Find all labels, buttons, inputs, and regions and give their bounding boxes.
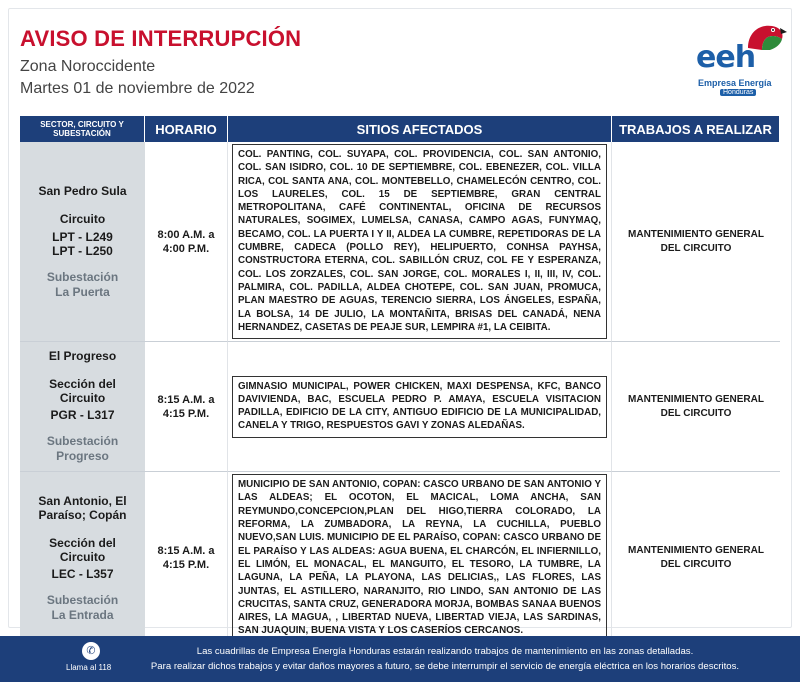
column-header-sites: SITIOS AFECTADOS xyxy=(228,116,612,142)
affected-sites-text: GIMNASIO MUNICIPAL, POWER CHICKEN, MAXI DESPENSA, KFC, BANCO DAVIVIENDA, BAC, ESCUELA PEDRO P. AMAYA, ESCUELA VISITACION PADILLA, EDIFICIO DE LA CITY, ANTIGUO EDIFICIO DE LA MUNICIPALIDAD, CANELA Y TRIGO, RESPUESTOS GAVI Y ZONAS ALEDAÑAS. xyxy=(232,376,607,438)
interruption-table xyxy=(20,116,780,646)
affected-sites-text: COL. PANTING, COL. SUYAPA, COL. PROVIDENCIA, COL. SAN ANTONIO, COL. SAN ISIDRO, COL. 10 DE SEPTIEMBRE, COL. EBENEZER, COL. VILLA RICA, COL SANTA ANA, COL. MONTEBELLO, CHAMELECÓN CENTRO, COL. LOS LAURELES, COL. 15 DE SEPTIEMBRE, GRAN CENTRAL METROPOLITANA, CAFÉ CONTINENTAL, OFICINA DE RECURSOS NATURALES, SOGIMEX, LUMELSA, CANASA, CAMPO AGAS, FUNYMAQ, BECAMO, COL. LA PUERTA I Y II, ALDEA LA CUMBRE, REPETIDORAS DE LA CUMBRE, CADECA (POLLO REY), HELIPUERTO, CONHSA PAYHSA, CONSTRUCTORA ETERNA, COL. SABILLÓN CRUZ, COL FE Y ESPERANZA, COL. LOS ZORZALES, COL. SAN JORGE, COL. MORALES I, II, III, IV, COL. PALMIRA, COL. PADILLA, ALDEA CHOTEPE, COL. SAN JUAN, PROMUCA, PLAN MAESTRO DE AGUAS, TERENCIO SIERRA, LOS ÁNGELES, ESPAÑA, LA BOLSA, 14 DE JULIO, LA MONTAÑITA, BRISAS DEL CANADÁ, NENA HERNANDEZ, CASETAS DE PEAJE SUR, LEMPIRA #1, LA CEIBITA. xyxy=(232,144,607,339)
logo-mark: eeh xyxy=(696,40,756,75)
affected-sites-cell xyxy=(228,142,612,342)
sector-cell xyxy=(20,472,145,646)
substation-label: Subestación xyxy=(46,592,119,607)
schedule-start: 8:15 A.M. a xyxy=(157,545,215,558)
schedule-end: 4:15 P.M. xyxy=(162,407,210,420)
affected-sites-text: MUNICIPIO DE SAN ANTONIO, COPAN: CASCO URBANO DE SAN ANTONIO Y LAS ALDEAS; EL OCOTON, EL MACICAL, LOMA ANCHA, SAN REYMUNDO,CONCEPCION,PLAN DEL HIGO,TIERRA COLORADO, LA REFORMA, LA ZUMBADORA, LA REYNA, LA CUCHILLA, PUEBLO NUEVO,SAN LUIS. MUNICIPIO DE EL PARAÍSO, COPAN: CASCO URBANO DE EL PARAÍSO Y LAS ALDEAS: AGUA BUENA, EL CHARCÓN, EL INFIERNILLO, EL LIMÓN, EL MONACAL, EL MANGUITO, EL TESORO, LA TUMBRE, LA LAGUNA, LA PEÑA, LA PLAYONA, LAS DELICIAS,, LAS FLORES, LAS JUNTAS, EL ASTILLERO, NARANJITO, RIO LINDO, SAN ANTONIO DE LAS CRUCITAS, SANTA CRUZ, GENERADORA MORJA, BOMBAS SANAA BUENOS AIRES, LA MAGUA, , LIBERTAD NUEVA, LIBERTAD VIEJA, LAS SARDINAS, SAN JUAQUIN, BUENA VISTA Y LOS CASERÍOS CERCANOS. xyxy=(232,474,607,643)
circuit-label: Sección del Circuito xyxy=(49,535,116,564)
eeh-logo xyxy=(690,18,790,98)
substation-label: Subestación xyxy=(46,269,119,284)
affected-sites-cell xyxy=(228,342,612,472)
substation-name: Progreso xyxy=(56,449,109,464)
column-header-works: TRABAJOS A REALIZAR xyxy=(612,116,780,142)
phone-label[interactable]: Llama al 118 xyxy=(66,663,112,672)
circuit-code: LEC - L357 xyxy=(51,566,114,581)
column-header-time: HORARIO xyxy=(145,116,228,142)
works-cell: MANTENIMIENTO GENERAL DEL CIRCUITO xyxy=(612,472,780,646)
table-row xyxy=(20,342,780,472)
phone-icon[interactable]: ✆ xyxy=(82,642,100,660)
sector-cell xyxy=(20,142,145,342)
schedule-start: 8:00 A.M. a xyxy=(157,228,215,241)
substation-label: Subestación xyxy=(46,434,119,449)
footer-line-2: Para realizar dichos trabajos y evitar daños mayores a futuro, se debe interrumpir el servicio de energía eléctrica en los horarios descritos. xyxy=(150,661,740,672)
footer-message xyxy=(140,644,750,674)
schedule-end: 4:00 P.M. xyxy=(162,242,210,255)
schedule-start: 8:15 A.M. a xyxy=(157,393,215,406)
sector-place: El Progreso xyxy=(48,349,117,364)
circuit-code: LPT - L249 xyxy=(52,229,113,244)
schedule-cell xyxy=(145,342,228,472)
notice-title: AVISO DE INTERRUPCIÓN xyxy=(20,26,302,51)
notice-header xyxy=(20,26,301,98)
table-row xyxy=(20,142,780,342)
schedule-cell xyxy=(145,472,228,646)
circuit-code: PGR - L317 xyxy=(50,408,115,423)
logo-country: Honduras xyxy=(720,89,756,96)
schedule-end: 4:15 P.M. xyxy=(162,559,210,572)
sector-cell xyxy=(20,342,145,472)
circuit-label: Sección del Circuito xyxy=(49,377,116,406)
affected-sites-cell xyxy=(228,472,612,646)
circuit-label: Circuito xyxy=(59,211,106,226)
column-header-sector: SECTOR, CIRCUITO Y SUBESTACIÓN xyxy=(20,116,145,142)
table-row xyxy=(20,472,780,646)
works-cell: MANTENIMIENTO GENERAL DEL CIRCUITO xyxy=(612,142,780,342)
notice-date: Martes 01 de noviembre de 2022 xyxy=(20,80,255,97)
footer-line-1: Las cuadrillas de Empresa Energía Honduras estarán realizando trabajos de mantenimiento en las zonas detalladas. xyxy=(196,646,694,657)
sector-place: San Antonio, El Paraíso; Copán xyxy=(38,493,127,522)
footer-banner xyxy=(0,636,800,682)
sector-place: San Pedro Sula xyxy=(38,183,127,198)
logo-company-name: Empresa Energía xyxy=(698,78,772,88)
works-cell: MANTENIMIENTO GENERAL DEL CIRCUITO xyxy=(612,342,780,472)
substation-name: La Entrada xyxy=(51,607,114,622)
substation-name: La Puerta xyxy=(55,284,110,299)
schedule-cell xyxy=(145,142,228,342)
table-header-row xyxy=(20,116,780,142)
zone-label: Zona Noroccidente xyxy=(20,58,156,75)
circuit-code-secondary: LPT - L250 xyxy=(52,243,113,258)
